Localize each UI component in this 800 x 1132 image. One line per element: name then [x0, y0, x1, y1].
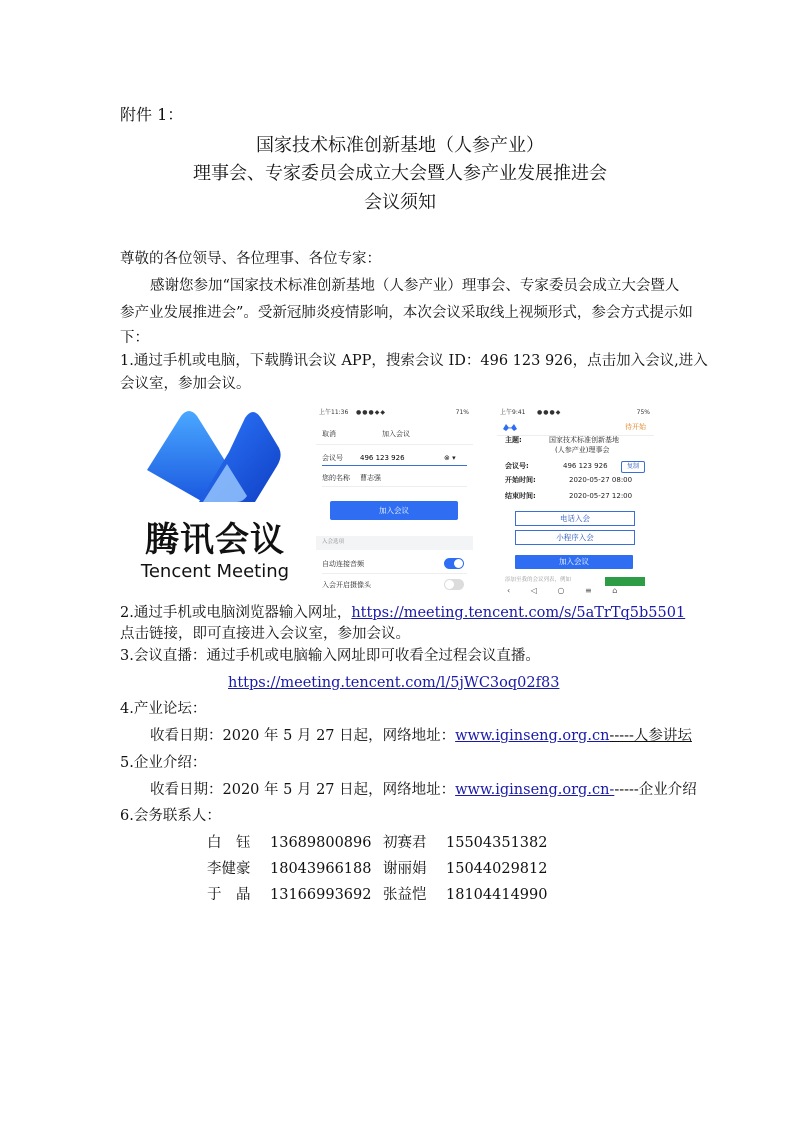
join-header: 加入会议	[382, 430, 410, 438]
status-badge: 待开始	[625, 423, 646, 431]
footer-hint: 添加至我的会议列表，例如	[505, 577, 572, 583]
contact-phone: 13166993692	[270, 887, 372, 903]
tencent-meeting-logo	[140, 408, 290, 590]
name-label: 您的名称	[322, 474, 350, 482]
auto-audio-toggle[interactable]	[444, 558, 464, 569]
item6-heading: 6.会务联系人：	[120, 808, 221, 824]
status-icons: ●●●◆◆	[356, 409, 386, 416]
item2-prefix: 2.通过手机或电脑浏览器输入网址，	[120, 605, 352, 621]
title-line-3: 会议须知	[364, 192, 436, 213]
end-label: 结束时间:	[505, 492, 536, 500]
clear-icon[interactable]: ⊗ ▾	[444, 454, 456, 462]
contact-phone: 13689800896	[270, 835, 372, 851]
item5-text: 收看日期：2020 年 5 月 27 日起，网络地址：	[150, 782, 456, 798]
status-bar	[316, 406, 473, 420]
contact-phone: 18043966188	[270, 861, 372, 877]
divider	[316, 444, 473, 445]
item4-heading: 4.产业论坛：	[120, 701, 207, 717]
item3-link[interactable]: https://meeting.tencent.com/l/5jWC3oq02f83	[228, 675, 560, 691]
options-section	[316, 536, 473, 550]
intro-line-3: 下：	[120, 330, 149, 346]
join-meeting-button[interactable]: 加入会议	[515, 555, 633, 569]
item1-line-1: 1.通过手机或电脑，下载腾讯会议 APP，搜索会议 ID：496 123 926，点击加入会议,进入	[120, 353, 708, 369]
contact-name: 李健豪	[207, 861, 251, 877]
status-bar	[497, 406, 654, 420]
meeting-no-value: 496 123 926	[563, 462, 608, 470]
copy-button[interactable]: 复制	[621, 461, 645, 473]
camera-toggle[interactable]	[444, 579, 464, 590]
contact-name: 于 晶	[207, 887, 251, 903]
intro-line-2: 参产业发展推进会”。受新冠肺炎疫情影响，本次会议采取线上视频形式，参会方式提示如	[120, 305, 693, 321]
tencent-meeting-small-icon	[503, 423, 517, 431]
contact-phone: 15044029812	[446, 861, 548, 877]
name-input[interactable]: 曹志强	[360, 474, 381, 482]
tencent-meeting-icon	[143, 408, 283, 508]
status-time: 上午11:36	[319, 409, 349, 416]
meeting-no-label: 会议号	[322, 454, 343, 462]
subject-label: 主题:	[505, 436, 522, 444]
item5-link[interactable]: www.iginseng.org.cn-	[455, 782, 615, 798]
contact-name: 张益恺	[383, 887, 427, 903]
logo-en: Tencent Meeting	[140, 561, 290, 582]
meeting-no-input[interactable]: 496 123 926	[360, 454, 405, 462]
nav-bar-icons[interactable]: ‹ ◁ ○ ≡ ⌂	[507, 586, 618, 595]
item2-line-1	[120, 604, 685, 622]
miniprogram-join-button[interactable]: 小程序入会	[515, 530, 635, 545]
item5-line	[150, 781, 697, 799]
item3-text: 3.会议直播：通过手机或电脑输入网址即可收看全过程会议直播。	[120, 648, 540, 664]
phone-join-button[interactable]: 电话入会	[515, 511, 635, 526]
divider	[322, 573, 467, 574]
status-time: 上午9:41	[500, 409, 526, 416]
end-value: 2020-05-27 12:00	[569, 492, 633, 500]
item5-suffix: -----企业介绍	[614, 782, 697, 798]
contact-phone: 18104414990	[446, 887, 548, 903]
input-underline	[322, 465, 467, 466]
item2-link[interactable]: https://meeting.tencent.com/s/5aTrTq5b5501	[351, 605, 686, 621]
contact-name: 谢丽娟	[383, 861, 427, 877]
meeting-no-label: 会议号:	[505, 462, 529, 470]
subject-value-1: 国家技术标准创新基地	[549, 436, 619, 444]
title-line-1: 国家技术标准创新基地（人参产业）	[256, 135, 544, 156]
logo-cn: 腾讯会议	[145, 520, 285, 560]
status-battery: 71%	[455, 409, 469, 416]
options-label: 入会选项	[322, 539, 345, 545]
title-line-2: 理事会、专家委员会成立大会暨人参产业发展推进会	[193, 163, 607, 184]
phone-screenshot-join	[316, 406, 473, 596]
subject-value-2: (人参产业)理事会	[555, 446, 610, 454]
cancel-link[interactable]: 取消	[322, 430, 336, 438]
salutation: 尊敬的各位领导、各位理事、各位专家：	[120, 251, 381, 267]
item4-line	[150, 727, 692, 745]
item2-line-2: 点击链接，即可直接进入会议室，参加会议。	[120, 626, 410, 642]
start-label: 开始时间:	[505, 476, 536, 484]
contact-name: 白 钰	[207, 835, 251, 851]
start-value: 2020-05-27 08:00	[569, 476, 633, 484]
intro-line-1: 感谢您参加“国家技术标准创新基地（人参产业）理事会、专家委员会成立大会暨人	[150, 278, 680, 294]
contact-phone: 15504351382	[446, 835, 548, 851]
attachment-label: 附件 1：	[120, 105, 184, 124]
item3-link-line	[228, 674, 559, 692]
item5-heading: 5.企业介绍：	[120, 755, 207, 771]
item4-text: 收看日期：2020 年 5 月 27 日起，网络地址：	[150, 728, 456, 744]
item4-link[interactable]: www.iginseng.org.cn	[455, 728, 610, 744]
phone-screenshot-details	[497, 406, 654, 598]
auto-audio-label: 自动连接音频	[322, 560, 364, 568]
app-badge	[605, 577, 645, 586]
item4-suffix[interactable]: -----人参讲坛	[609, 728, 692, 744]
contact-name: 初赛君	[383, 835, 427, 851]
status-battery: 75%	[636, 409, 650, 416]
join-meeting-button[interactable]: 加入会议	[330, 501, 458, 520]
divider	[322, 486, 467, 487]
camera-label: 入会开启摄像头	[322, 581, 371, 589]
item1-line-2: 会议室，参加会议。	[120, 376, 251, 392]
status-icons: ●●●◆	[537, 409, 562, 416]
